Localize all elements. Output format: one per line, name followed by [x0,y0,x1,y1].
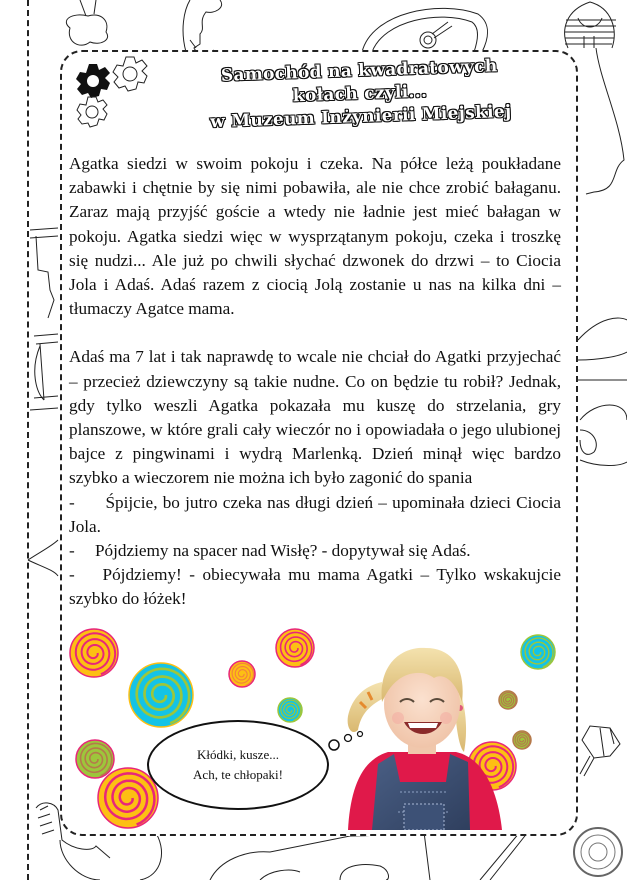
lollipop-3 [229,661,255,687]
speech-bubble-line: Kłódki, kusze... [197,747,279,762]
dialogue-text: Pójdziemy! - obiecywała mu mama Agatki – Tylko wskakujcie szybko do łóżek! [69,565,562,609]
mask-doodle [210,832,430,880]
branch-doodle [28,540,58,576]
statue-doodle [183,0,222,53]
lamp-doodle [420,32,436,48]
dialogue-dash: - [69,565,75,585]
lollipop-5 [278,698,302,722]
lollipop-2 [129,663,193,727]
gears-icon [70,52,160,128]
cut-line-left [27,0,29,880]
column-doodle [30,228,58,410]
dialogue-dash: - [69,492,75,512]
speech-bubble [147,720,329,810]
coin-doodle [574,828,622,876]
lollipop-7 [98,768,158,828]
title-line: w Muzeum Inżynierii Miejskiej [209,101,512,133]
story-paragraph: Adaś ma 7 lat i tak naprawdę to wcale nie chciał do Agatki przyjechać – przecież dziewczyny są takie nudne. Co on będzie tu robił? Jednak, gdy tylko weszli Agatka pokazała mu kuszę do strzelania, gry planszowe, w które grali cały wieczór no i opowiadała o jego ulubionej bajce z pingwinami i wydrą Marlenką. Dzień minął więc bardzo szybko a wieczorem nie można ich było zagonić do spania [69,347,561,488]
dialogue-line [69,563,561,611]
dialogue-text: Pójdziemy na spacer nad Wisłę? - dopytywał się Adaś. [95,541,471,561]
title-line: Samochód na kwadratowych [220,56,498,86]
lollipop-10 [513,731,531,749]
dialogue-dash: - [69,541,75,561]
outline-gear-icon-2 [77,97,107,127]
dialogue-line [69,491,561,539]
dialogue-text: Śpijcie, bo jutro czeka nas długi dzień – upominała dzieci Ciocia Jola. [69,492,561,536]
car-doodle [578,318,627,465]
story-paragraph: Agatka siedzi w swoim pokoju i czeka. Na półce leżą poukładane zabawki i chętnie by się nimi pobawiła, ale nie chce zrobić bałaganu. Zaraz mają przyjść goście a wtedy nie ładnie jest mieć bałagan w pokoju. Agatka siedzi więc w wysprzątanym pokoju, czeka i troszkę się nudzi... Ale już po chwili słychać dzwonek do drzwi – to Ciocia Jola i Adaś. Adaś razem z ciocią Jolą zostanie u nas na kilka dni – tłumaczy Agatce mama. [69,154,561,319]
thought-dots [328,728,368,752]
speech-bubble-line: Ach, te chłopaki! [193,767,283,782]
arch-doodle [362,8,488,52]
outline-gear-icon [113,57,147,91]
lollipop-8 [521,635,555,669]
lollipop-6 [76,740,114,778]
glove-doodle [66,0,107,45]
lollipop-4 [276,629,314,667]
story-title [159,53,561,136]
lantern-doodle [580,726,620,776]
title-line: kołach czyli... [292,81,428,107]
story-text [69,152,561,612]
dialogue-line [69,539,561,563]
black-gear-icon [76,64,110,98]
lollipop-1 [70,629,118,677]
